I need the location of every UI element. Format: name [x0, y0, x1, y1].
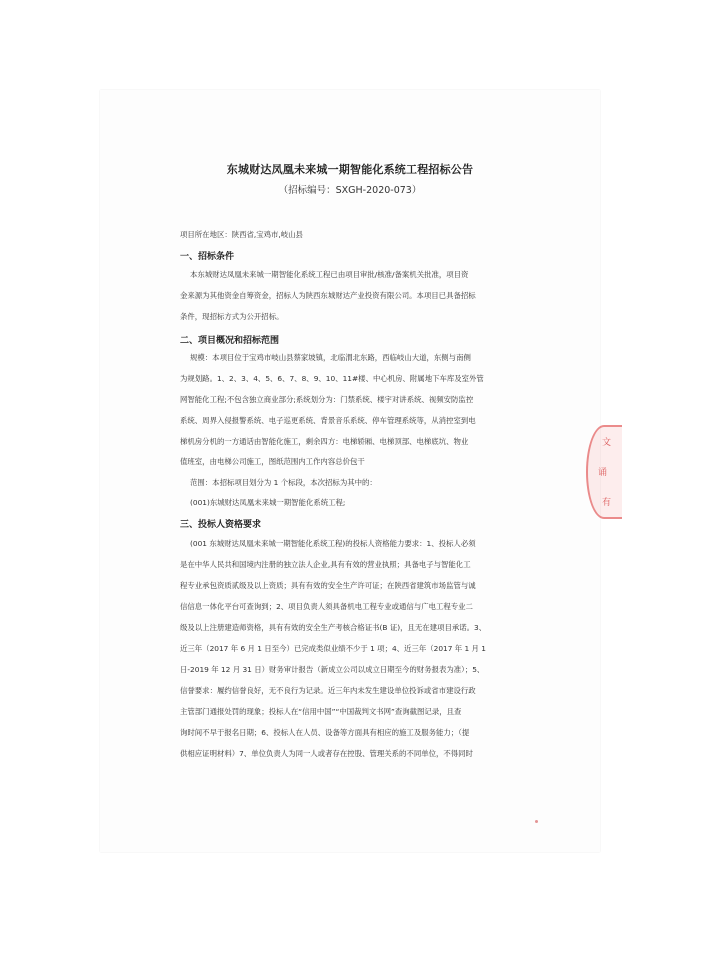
paragraph-line: 询时间不早于报名日期；6、投标人在人员、设备等方面具有相应的施工及服务能力；（提	[180, 728, 470, 737]
paragraph-line: (001)东城财达凤凰未来城一期智能化系统工程;	[190, 498, 346, 507]
paragraph-line: 梯机房分机的一方通话由智能化施工，剩余四方：电梯轿厢、电梯顶部、电梯底坑、物业	[180, 437, 469, 446]
seal-char: 文	[602, 438, 612, 448]
paragraph-line: 网智能化工程;不包含独立商业部分;系统划分为：门禁系统、楼宇对讲系统、视频安防监控	[180, 395, 474, 404]
document-title: 东城财达凤凰未来城一期智能化系统工程招标公告	[226, 163, 474, 176]
paragraph-line: 值班室，由电梯公司施工，图纸范围内工作内容总价包干	[180, 457, 365, 466]
section-heading-2: 二、项目概况和招标范围	[180, 336, 280, 346]
document-page	[100, 90, 600, 852]
paragraph-line: 为规划路。1、2、3、4、5、6、7、8、9、10、11#楼、中心机房、附属地下车库及室外管	[180, 374, 484, 383]
paragraph-line: 范围：本招标项目划分为 1 个标段，本次招标为其中的：	[190, 478, 377, 487]
paragraph-line: 本东城财达凤凰未来城一期智能化系统工程已由项目审批/核准/备案机关批准，项目资	[190, 270, 469, 279]
paragraph-line: 近三年（2017 年 6 月 1 日至今）已完成类似业绩不少于 1 项；4、近三年（2017 年 1 月 1	[180, 644, 487, 653]
paragraph-line: 供相应证明材料）7、单位负责人为同一人或者存在控股、管理关系的不同单位，不得同时	[180, 749, 473, 758]
seal-char: 诵	[598, 468, 608, 478]
project-location: 项目所在地区：陕西省,宝鸡市,岐山县	[180, 230, 303, 239]
paragraph-line: 是在中华人民共和国境内注册的独立法人企业,具有有效的营业执照；具备电子与智能化工	[180, 560, 471, 569]
paragraph-line: 日-2019 年 12 月 31 日）财务审计报告（新成立公司以成立日期至今的财务报表为准）；5、	[180, 665, 485, 674]
paragraph-line: 系统、周界入侵报警系统、电子巡更系统、背景音乐系统、停车管理系统等，从消控室到电	[180, 416, 476, 425]
red-seal-stamp	[586, 425, 622, 519]
paragraph-line: 信信息一体化平台可查询到；2、项目负责人须具备机电工程专业或通信与广电工程专业二	[180, 602, 473, 611]
section-heading-3: 三、投标人资格要求	[180, 520, 262, 530]
document-subtitle: （招标编号：SXGH-2020-073）	[278, 185, 422, 196]
section-heading-1: 一、招标条件	[180, 252, 235, 262]
paragraph-line: 主管部门通报处罚的现象；投标人在“信用中国”“中国裁判文书网”查询截图记录，且查	[180, 707, 462, 716]
seal-char: 有	[602, 498, 612, 508]
paragraph-line: (001 东城财达凤凰未来城一期智能化系统工程)的投标人资格能力要求：1、投标人必须	[190, 539, 476, 548]
paragraph-line: 程专业承包资质贰级及以上资质；具有有效的安全生产许可证；在陕西省建筑市场监管与诚	[180, 581, 476, 590]
red-ink-speck	[535, 820, 538, 823]
paragraph-line: 金来源为其他资金自筹资金，招标人为陕西东城财达产业投资有限公司。本项目已具备招标	[180, 291, 476, 300]
paragraph-line: 规模：本项目位于宝鸡市岐山县蔡家坡镇，北临渭北东路，西临岐山大道，东侧与南侧	[190, 353, 471, 362]
paragraph-line: 级及以上注册建造师资格，具有有效的安全生产考核合格证书(B 证)，且无在建项目承诺。3、	[180, 623, 487, 632]
paragraph-line: 条件，现招标方式为公开招标。	[180, 312, 284, 321]
paragraph-line: 信誉要求：履约信誉良好，无不良行为记录。近三年内未发生建设单位投诉或省市建设行政	[180, 686, 476, 695]
